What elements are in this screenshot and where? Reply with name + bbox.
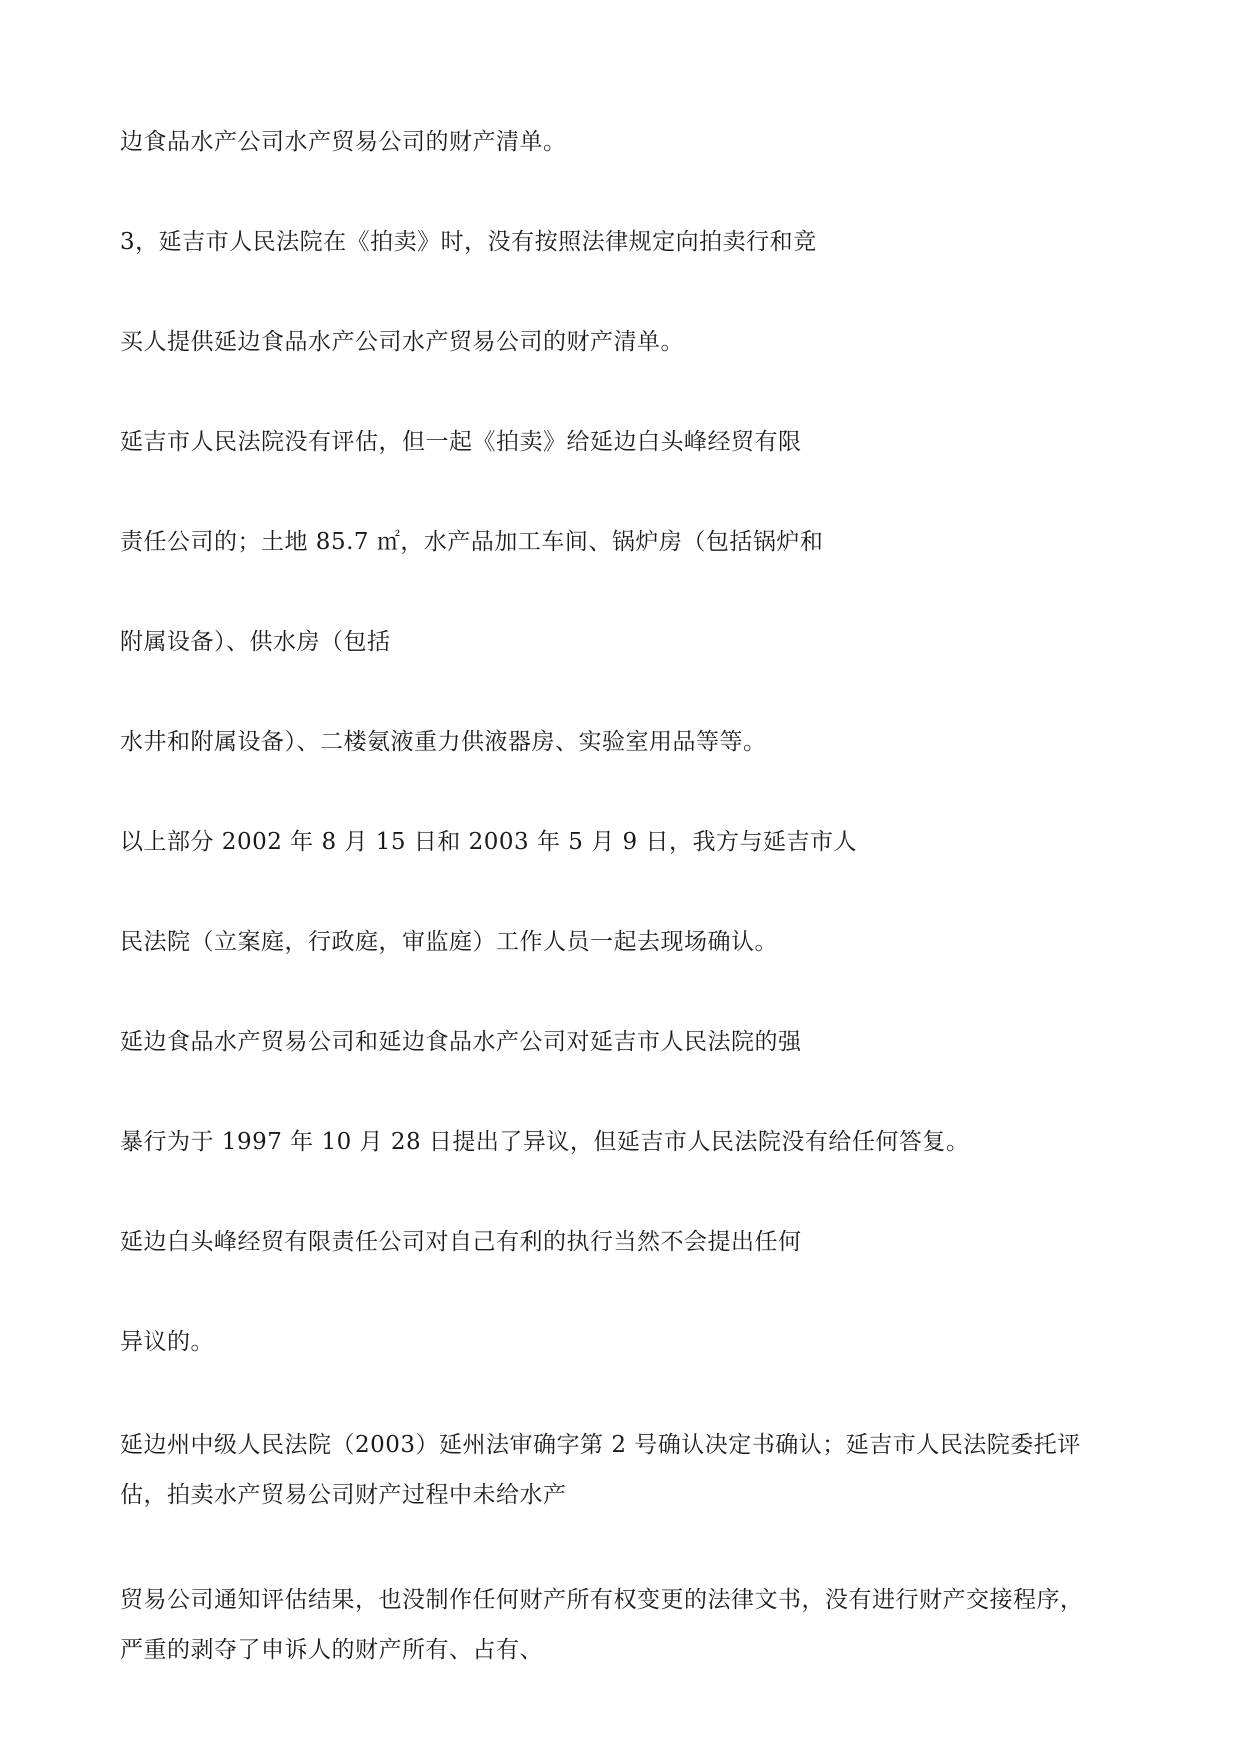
text-line: 严重的剥夺了申诉人的财产所有、占有、 (120, 1637, 543, 1663)
text-line: 3，延吉市人民法院在《拍卖》时，没有按照法律规定向拍卖行和竞 (120, 229, 817, 255)
text-line: 边食品水产公司水产贸易公司的财产清单。 (120, 129, 567, 155)
text-line: 延吉市人民法院没有评估，但一起《拍卖》给延边白头峰经贸有限 (120, 429, 802, 455)
text-line: 异议的。 (120, 1329, 214, 1355)
text-line: 估，拍卖水产贸易公司财产过程中未给水产 (120, 1482, 567, 1508)
text-line: 水井和附属设备）、二楼氨液重力供液器房、实验室用品等等。 (120, 729, 767, 755)
text-line: 延边州中级人民法院（2003）延州法审确字第 2 号确认决定书确认；延吉市人民法院委托评 (120, 1432, 1081, 1458)
text-line: 附属设备）、供水房（包括 (120, 629, 391, 655)
text-line: 买人提供延边食品水产公司水产贸易公司的财产清单。 (120, 329, 684, 355)
text-line: 延边食品水产贸易公司和延边食品水产公司对延吉市人民法院的强 (120, 1029, 802, 1055)
text-line: 以上部分 2002 年 8 月 15 日和 2003 年 5 月 9 日，我方与延吉市人 (120, 829, 857, 855)
text-line: 延边白头峰经贸有限责任公司对自己有利的执行当然不会提出任何 (120, 1229, 802, 1255)
text-line: 责任公司的；土地 85.7 ㎡，水产品加工车间、锅炉房（包括锅炉和 (120, 529, 824, 555)
text-line: 民法院（立案庭，行政庭，审监庭）工作人员一起去现场确认。 (120, 929, 778, 955)
text-line: 暴行为于 1997 年 10 月 28 日提出了异议，但延吉市人民法院没有给任何答复。 (120, 1129, 970, 1155)
text-line: 贸易公司通知评估结果，也没制作任何财产所有权变更的法律文书，没有进行财产交接程序， (120, 1587, 1084, 1613)
